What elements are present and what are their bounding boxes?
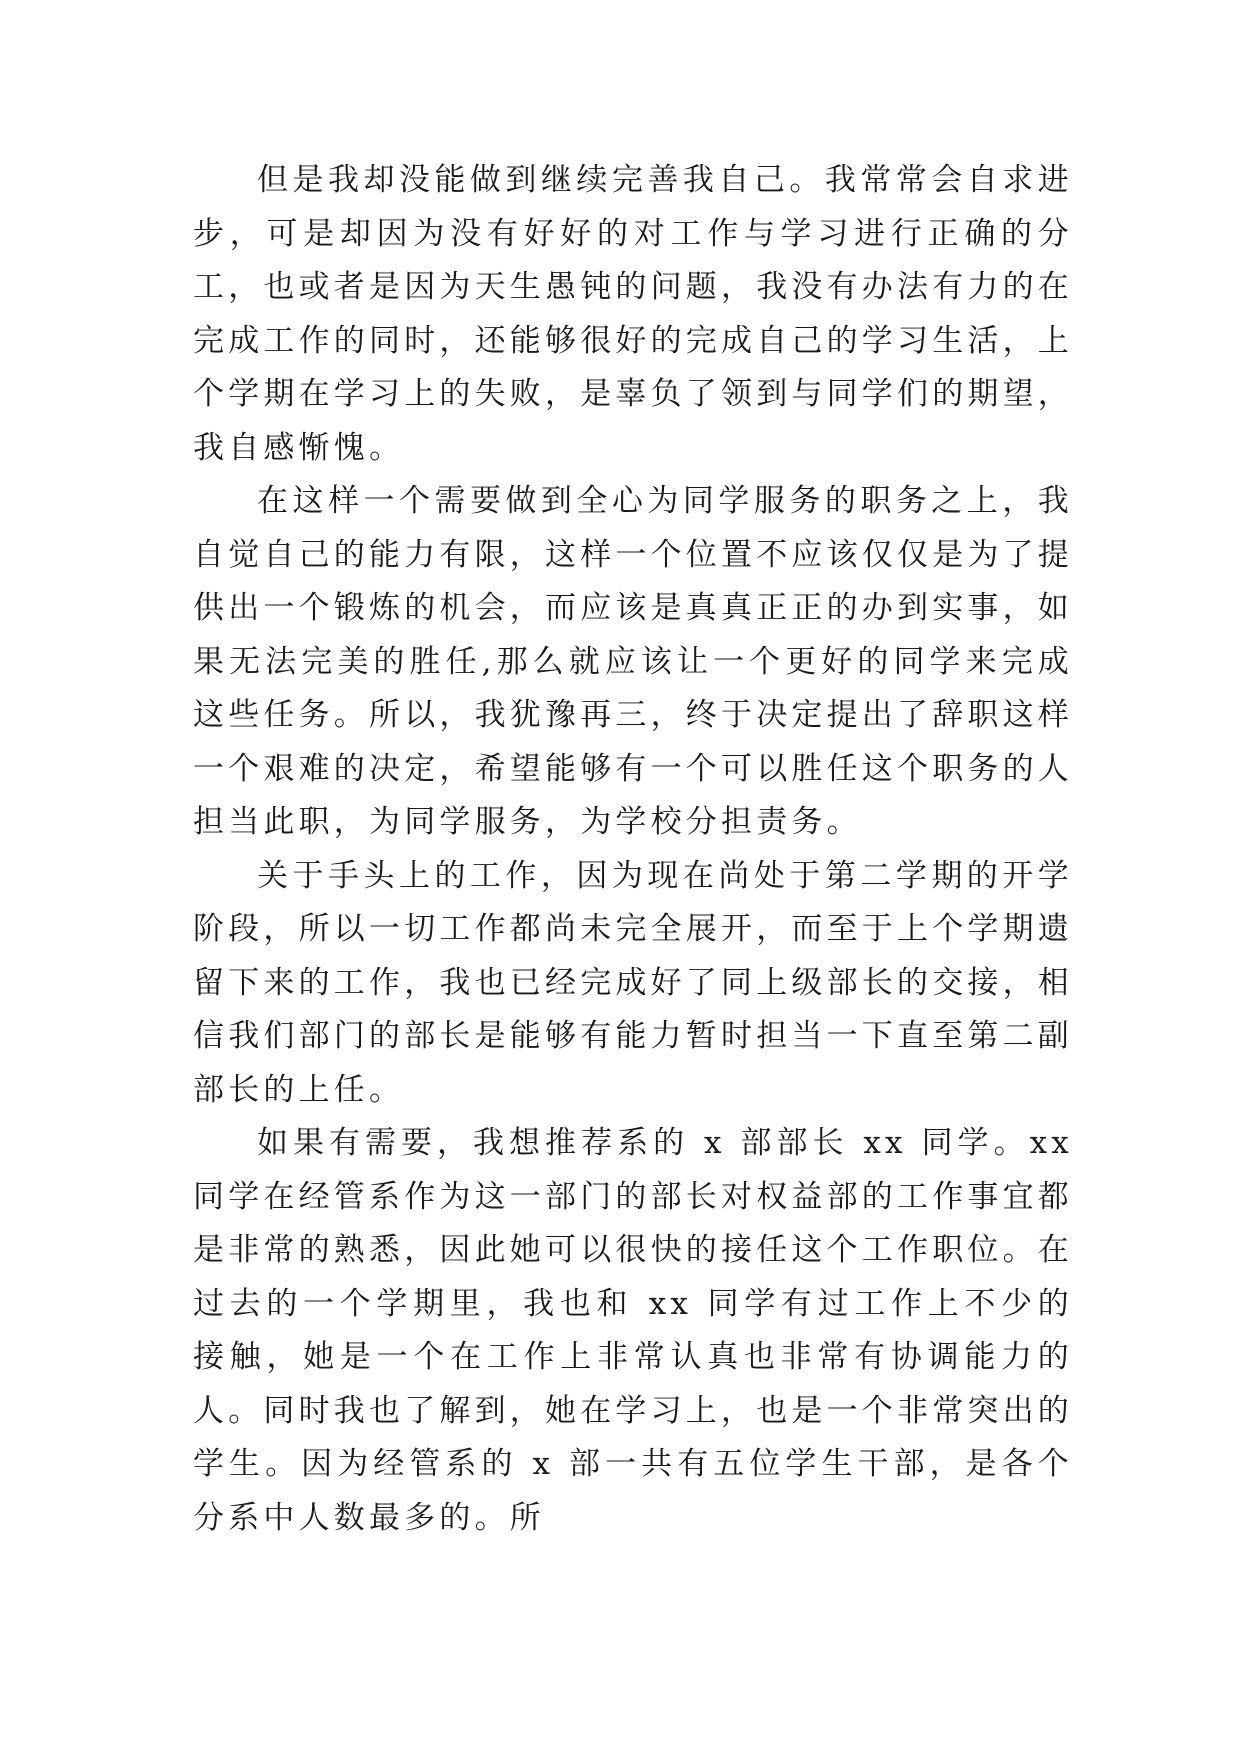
paragraph: 如果有需要，我想推荐系的 x 部部长 xx 同学。xx 同学在经管系作为这一部门的部长对权益部的工作事宜都是非常的熟悉，因此她可以很快的接任这个工作职位。在过去的一个学期里，我也和 xx 同学有过工作上不少的接触，她是一个在工作上非常认真也非常有协调能力的人。同时我也了解到，她在学习上，也是一个非常突出的学生。因为经管系的 x 部一共有五位学生干部，是各个分系中人数最多的。所: [193, 1125, 1073, 1536]
document-body: [193, 154, 1073, 1545]
paragraph: 在这样一个需要做到全心为同学服务的职务之上，我自觉自己的能力有限，这样一个位置不应该仅仅是为了提供出一个锻炼的机会，而应该是真真正正的办到实事，如果无法完美的胜任,那么就应该让一个更好的同学来完成这些任务。所以，我犹豫再三，终于决定提出了辞职这样一个艰难的决定，希望能够有一个可以胜任这个职务的人担当此职，为同学服务，为学校分担责务。: [193, 483, 1073, 840]
paragraph: 但是我却没能做到继续完善我自己。我常常会自求进步，可是却因为没有好好的对工作与学习进行正确的分工，也或者是因为天生愚钝的问题，我没有办法有力的在完成工作的同时，还能够很好的完成自己的学习生活，上个学期在学习上的失败，是辜负了领到与同学们的期望，我自感惭愧。: [193, 162, 1073, 466]
paragraph: 关于手头上的工作，因为现在尚处于第二学期的开学阶段，所以一切工作都尚未完全展开，而至于上个学期遗留下来的工作，我也已经完成好了同上级部长的交接，相信我们部门的部长是能够有能力暂时担当一下直至第二副部长的上任。: [193, 857, 1073, 1108]
